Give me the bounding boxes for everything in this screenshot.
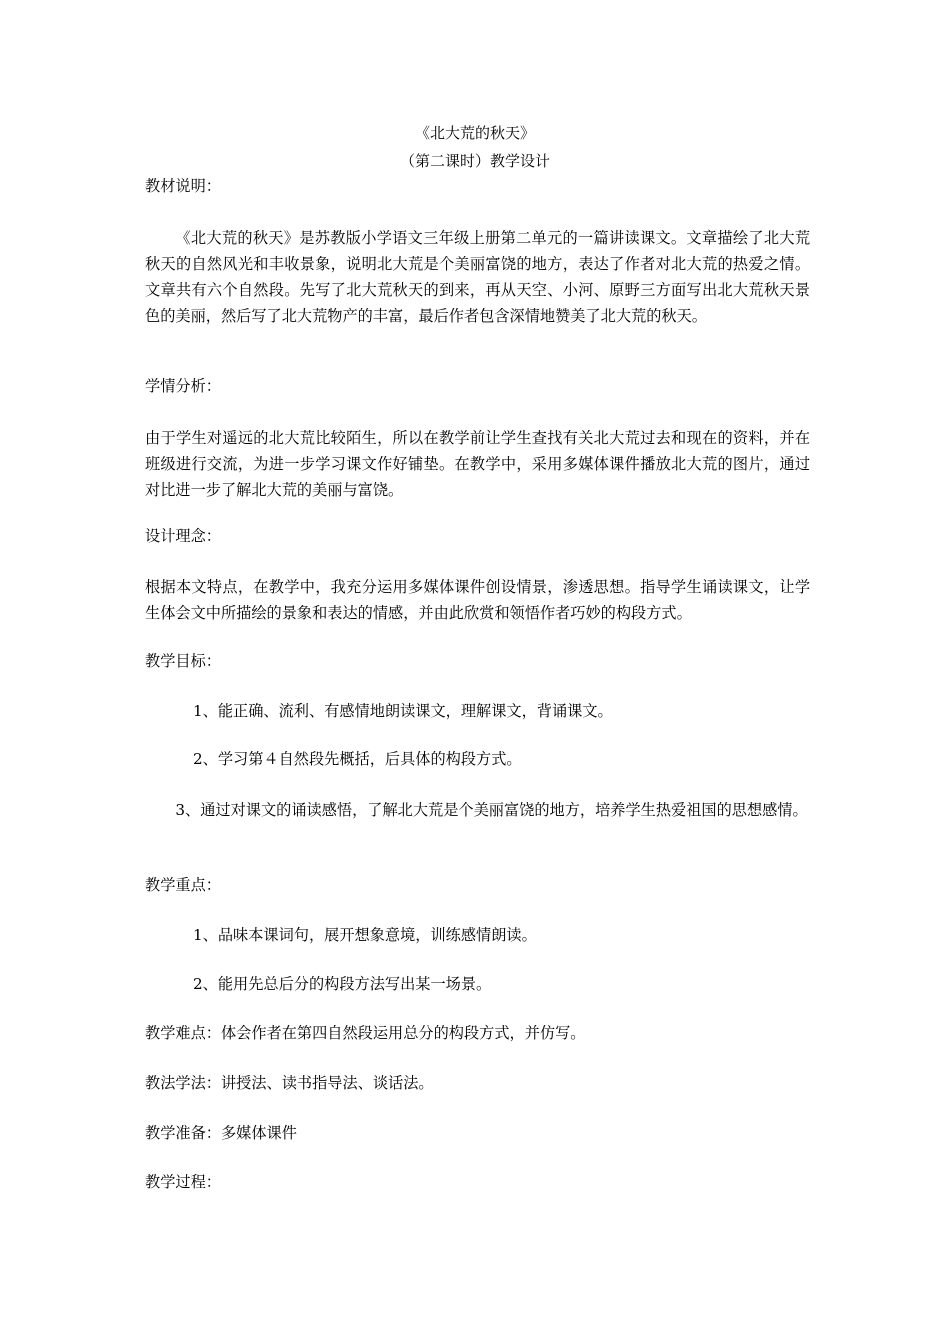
- document-title: 《北大荒的秋天》: [414, 124, 535, 142]
- focus-item: 1、品味本课词句，展开想象意境，训练感情朗读。: [193, 926, 537, 944]
- preparation-line: 教学准备：多媒体课件: [145, 1124, 297, 1142]
- paragraph-concept: 根据本文特点，在教学中，我充分运用多媒体课件创设情景，渗透思想。指导学生诵读课文，让学生体会文中所描绘的景象和表达的情感，并由此欣赏和领悟作者巧妙的构段方式。: [145, 578, 810, 622]
- methods-line: 教法学法：讲授法、读书指导法、谈话法。: [145, 1074, 434, 1092]
- difficulty-line: 教学难点：体会作者在第四自然段运用总分的构段方式，并仿写。: [145, 1024, 586, 1042]
- section-heading-material: 教材说明：: [145, 177, 221, 195]
- goal-item: 3、通过对课文的诵读感悟，了解北大荒是个美丽富饶的地方，培养学生热爱祖国的思想感情。: [175, 801, 808, 819]
- paragraph-material: 《北大荒的秋天》是苏教版小学语文三年级上册第二单元的一篇讲读课文。文章描绘了北大荒秋天的自然风光和丰收景象，说明北大荒是个美丽富饶的地方，表达了作者对北大荒的热爱之情。文章共有六个自然段。先写了北大荒秋天的到来，再从天空、小河、原野三方面写出北大荒秋天景色的美丽，然后写了北大荒物产的丰富，最后作者包含深情地赞美了北大荒的秋天。: [145, 229, 810, 325]
- section-heading-students: 学情分析：: [145, 377, 221, 395]
- goal-item: 1、能正确、流利、有感情地朗读课文，理解课文，背诵课文。: [193, 702, 613, 720]
- section-heading-focus: 教学重点：: [145, 876, 221, 894]
- section-heading-concept: 设计理念：: [145, 527, 221, 545]
- section-heading-process: 教学过程：: [145, 1173, 221, 1191]
- goal-item: 2、学习第４自然段先概括，后具体的构段方式。: [193, 750, 522, 768]
- document-subtitle: （第二课时）教学设计: [399, 152, 550, 170]
- section-heading-goals: 教学目标：: [145, 652, 221, 670]
- paragraph-students: 由于学生对遥远的北大荒比较陌生，所以在教学前让学生查找有关北大荒过去和现在的资料，并在班级进行交流，为进一步学习课文作好铺垫。在教学中，采用多媒体课件播放北大荒的图片，通过对比进一步了解北大荒的美丽与富饶。: [145, 429, 810, 499]
- focus-item: 2、能用先总后分的构段方法写出某一场景。: [193, 975, 492, 993]
